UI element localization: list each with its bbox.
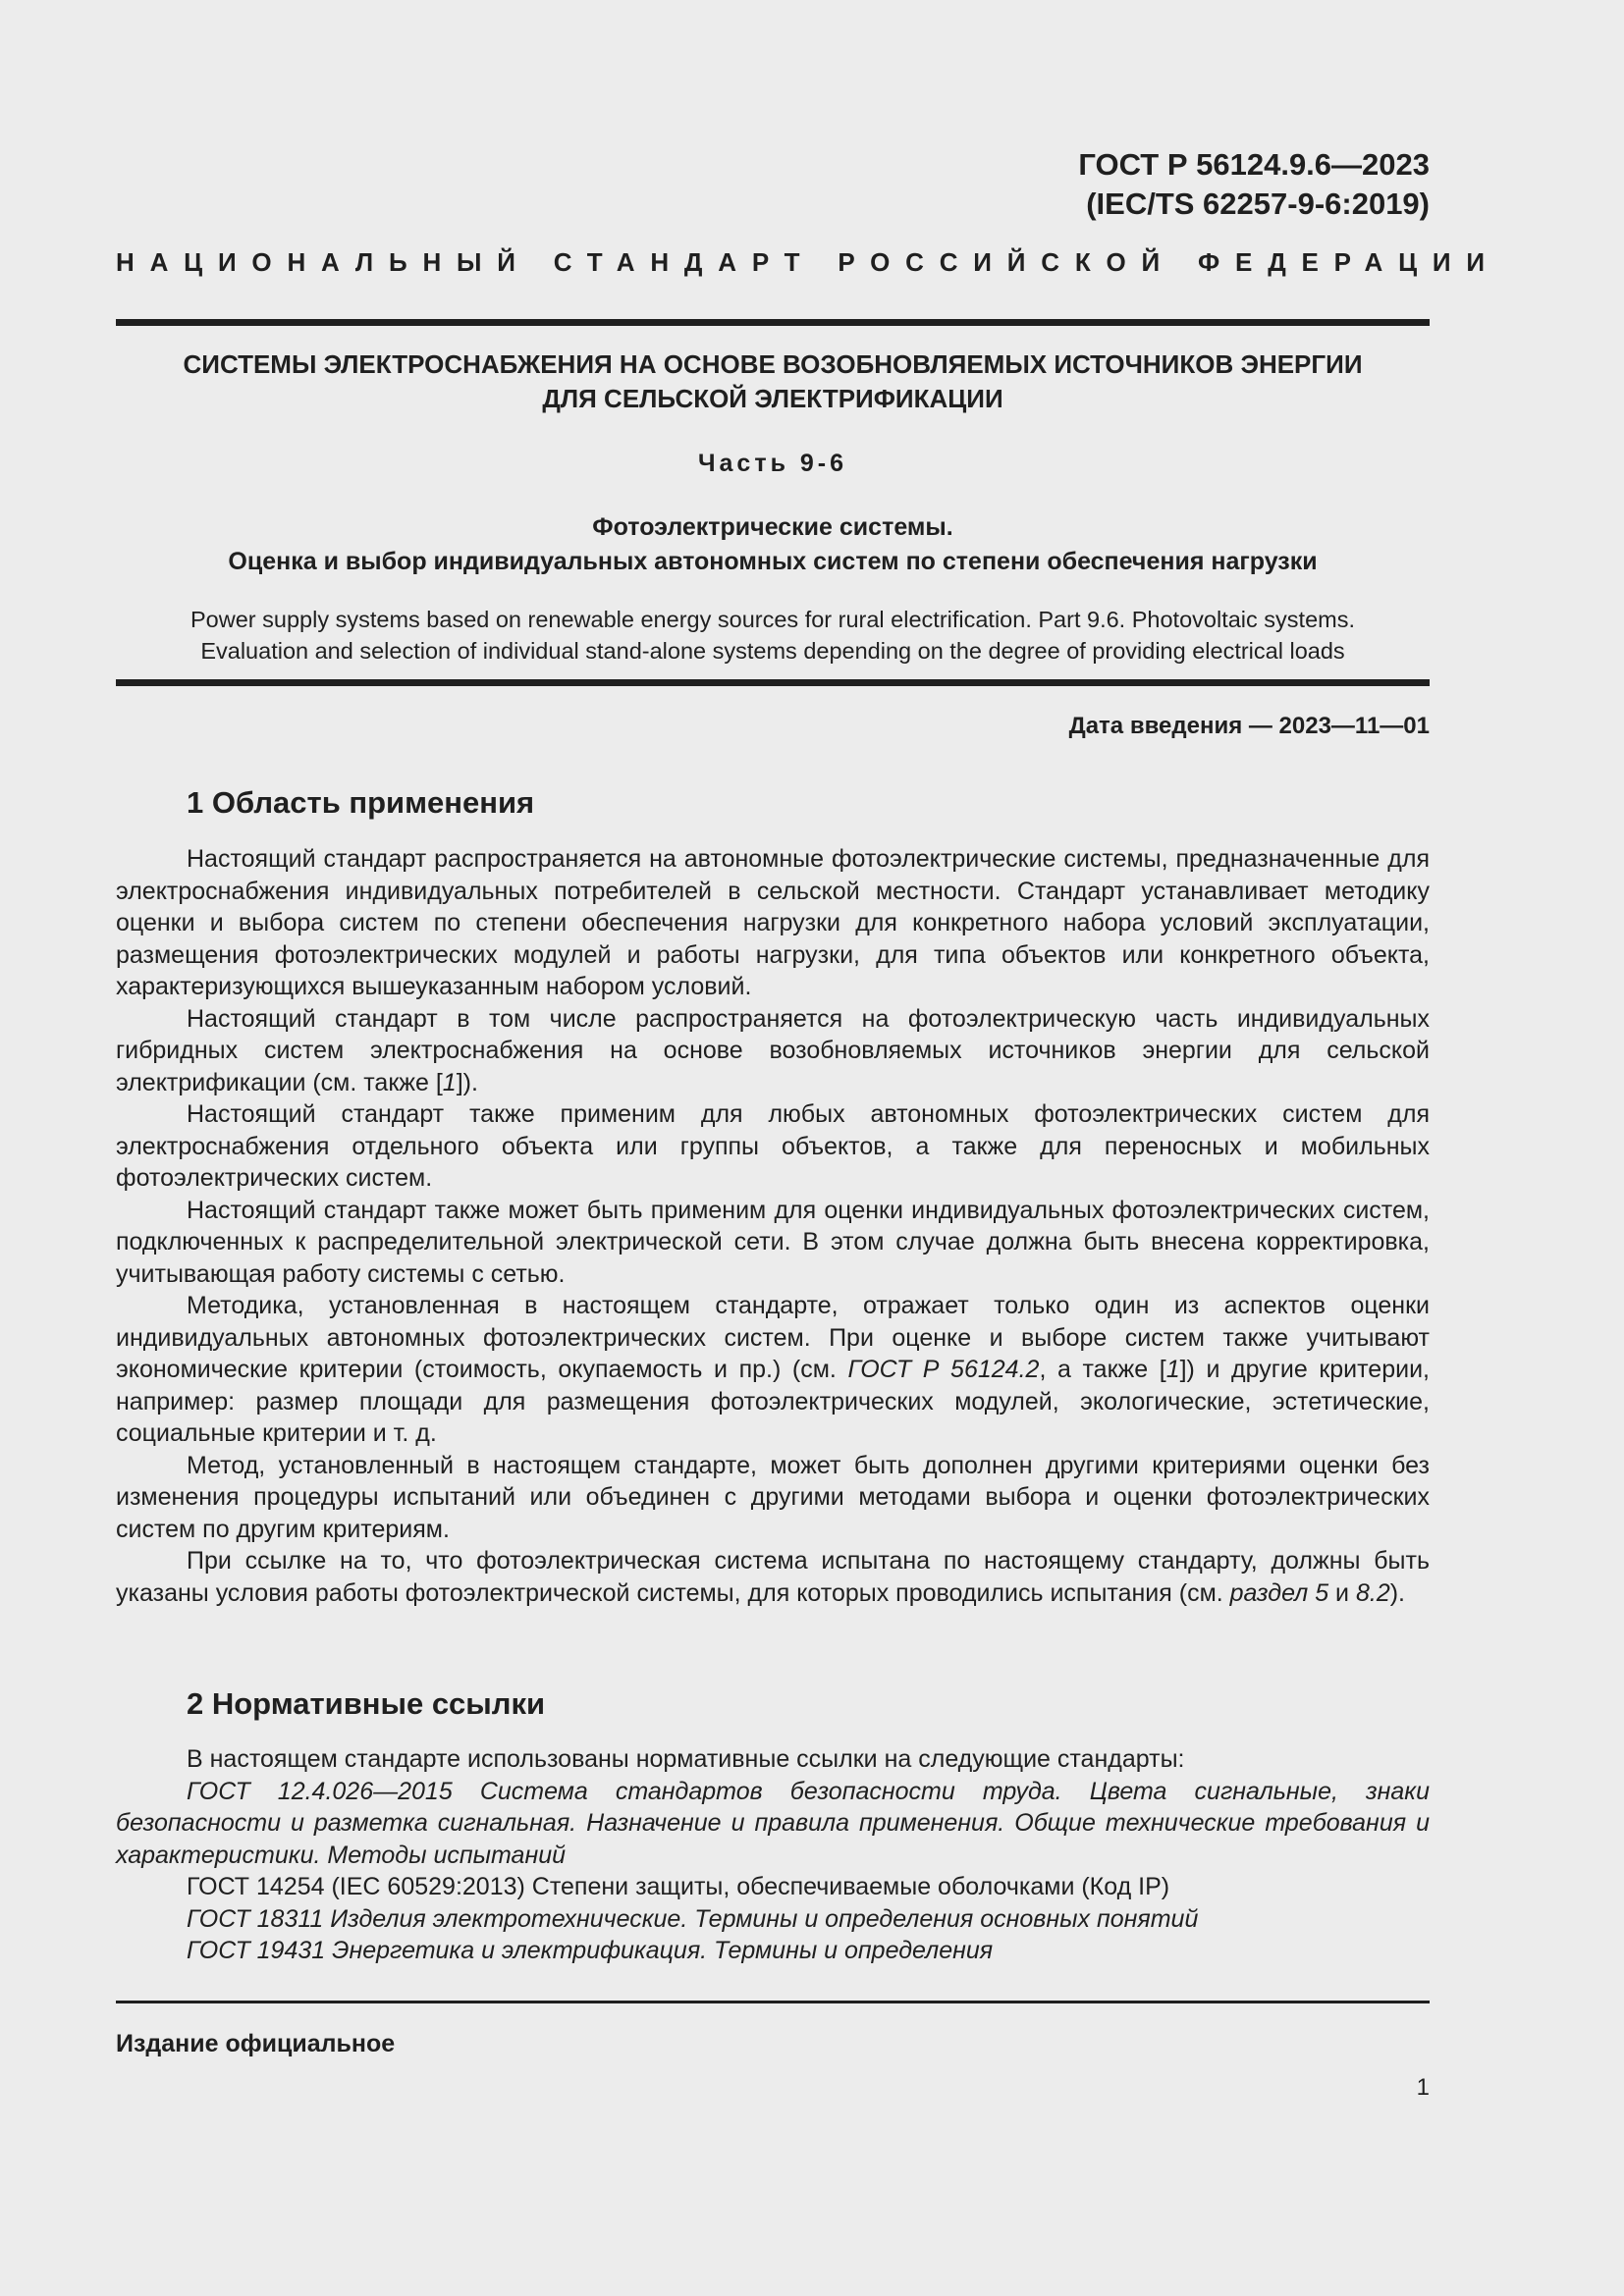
paragraph: В настоящем стандарте использованы нормативные ссылки на следующие стандарты: xyxy=(187,1745,1185,1773)
english-title xyxy=(116,604,1430,667)
introduction-date: Дата введения — 2023—11—01 xyxy=(1068,713,1430,739)
national-standard-caption: НАЦИОНАЛЬНЫЙ СТАНДАРТ РОССИЙСКОЙ ФЕДЕРАЦИИ xyxy=(116,247,1500,277)
title-bottom-rule xyxy=(116,679,1430,686)
section-ref: раздел 5 xyxy=(1229,1578,1329,1607)
document-page xyxy=(116,0,1500,2296)
normative-reference: ГОСТ 19431 Энергетика и электрификация. Термины и определения xyxy=(187,1937,994,1964)
top-rule xyxy=(116,319,1430,326)
section-1-body xyxy=(116,843,1430,1609)
standard-designation xyxy=(1078,145,1430,224)
normative-reference: ГОСТ 18311 Изделия электротехнические. Термины и определения основных понятий xyxy=(187,1904,1199,1933)
bibliography-ref: 1 xyxy=(442,1068,457,1096)
subtitle-line-1: Фотоэлектрические системы. xyxy=(592,513,953,541)
designation-gost: ГОСТ Р 56124.9.6—2023 xyxy=(1078,147,1430,182)
text-run: и xyxy=(1328,1578,1356,1607)
paragraph xyxy=(116,1290,1430,1450)
official-edition-label: Издание официальное xyxy=(116,2030,396,2057)
bibliography-ref: 1 xyxy=(1165,1356,1180,1383)
text-run: ]) и другие критерии, например: размер площади для размещения фотоэлектрических модулей, экологические, эстетические, социальные критерии и т. д. xyxy=(116,1356,1430,1447)
section-2-heading: 2 Нормативные ссылки xyxy=(187,1686,546,1721)
section-ref: 8.2 xyxy=(1355,1578,1390,1607)
title-line-2: ДЛЯ СЕЛЬСКОЙ ЭЛЕКТРИФИКАЦИИ xyxy=(542,384,1003,413)
footer-rule xyxy=(116,2001,1430,2003)
page-number: 1 xyxy=(1416,2074,1430,2101)
text-run: ). xyxy=(1389,1578,1406,1607)
paragraph xyxy=(116,1003,1430,1099)
text-run: При ссылке на то, что фотоэлектрическая система испытана по настоящему стандарту, должны быть указаны условия работы фотоэлектрической системы, для которых проводились испытания (см. xyxy=(116,1547,1430,1607)
normative-reference: ГОСТ 14254 (IEC 60529:2013) Степени защиты, обеспечиваемые оболочками (Код IP) xyxy=(187,1873,1170,1900)
title-line-1: СИСТЕМЫ ЭЛЕКТРОСНАБЖЕНИЯ НА ОСНОВЕ ВОЗОБНОВЛЯЕМЫХ ИСТОЧНИКОВ ЭНЕРГИИ xyxy=(183,349,1363,379)
section-1-heading: 1 Область применения xyxy=(187,785,535,820)
english-title-line-1: Power supply systems based on renewable energy sources for rural electrification. Part 9.6. Photovoltaic systems. xyxy=(190,607,1355,632)
paragraph: Метод, установленный в настоящем стандарте, может быть дополнен другими критериями оценки без изменения процедуры испытаний или объединен с другими методами выбора и оценки фотоэлектрических систем по другим критериям. xyxy=(116,1451,1430,1543)
designation-iec: (IEC/TS 62257-9-6:2019) xyxy=(1086,187,1430,221)
document-title xyxy=(116,347,1430,416)
english-title-line-2: Evaluation and selection of individual stand-alone systems depending on the degree of providing electrical loads xyxy=(200,638,1345,664)
paragraph xyxy=(116,1545,1430,1609)
text-run: ]). xyxy=(456,1068,478,1096)
section-2-body xyxy=(116,1743,1430,1967)
paragraph: Настоящий стандарт распространяется на автономные фотоэлектрические системы, предназначенные для электроснабжения индивидуальных потребителей в сельской местности. Стандарт устанавливает методику оценки и выбора систем по степени обеспечения нагрузки для конкретного набора условий эксплуатации, размещения фотоэлектрических модулей и работы нагрузки, для типа объектов или конкретного объекта, характеризующихся вышеуказанным набором условий. xyxy=(116,845,1430,1000)
text-run: Методика, установленная в настоящем стандарте, отражает только один из аспектов оценки индивидуальных автономных фотоэлектрических систем. При оценке и выборе систем также учитывают экономические критерии (стоимость, окупаемость и пр.) (см. xyxy=(116,1292,1430,1383)
standard-ref: ГОСТ Р 56124.2 xyxy=(847,1356,1040,1383)
paragraph: Настоящий стандарт также применим для любых автономных фотоэлектрических систем для электроснабжения отдельного объекта или группы объектов, а также для переносных и мобильных фотоэлектрических систем. xyxy=(116,1100,1430,1192)
text-run: , а также [ xyxy=(1039,1356,1166,1383)
subtitle-line-2: Оценка и выбор индивидуальных автономных систем по степени обеспечения нагрузки xyxy=(228,548,1318,575)
paragraph: Настоящий стандарт также может быть применим для оценки индивидуальных фотоэлектрических систем, подключенных к распределительной электрической сети. В этом случае должна быть внесена корректировка, учитывающая работу системы с сетью. xyxy=(116,1196,1430,1288)
document-subtitle xyxy=(116,510,1430,579)
normative-reference: ГОСТ 12.4.026—2015 Система стандартов безопасности труда. Цвета сигнальные, знаки безопасности и разметка сигнальная. Назначение и правила применения. Общие технические требования и характеристики. Методы испытаний xyxy=(116,1777,1430,1869)
part-number: Часть 9-6 xyxy=(697,450,848,477)
text-run: Настоящий стандарт в том числе распространяется на фотоэлектрическую часть индивидуальных гибридных систем электроснабжения на основе возобновляемых источников энергии для сельской электрификации (см. также [ xyxy=(116,1004,1430,1096)
